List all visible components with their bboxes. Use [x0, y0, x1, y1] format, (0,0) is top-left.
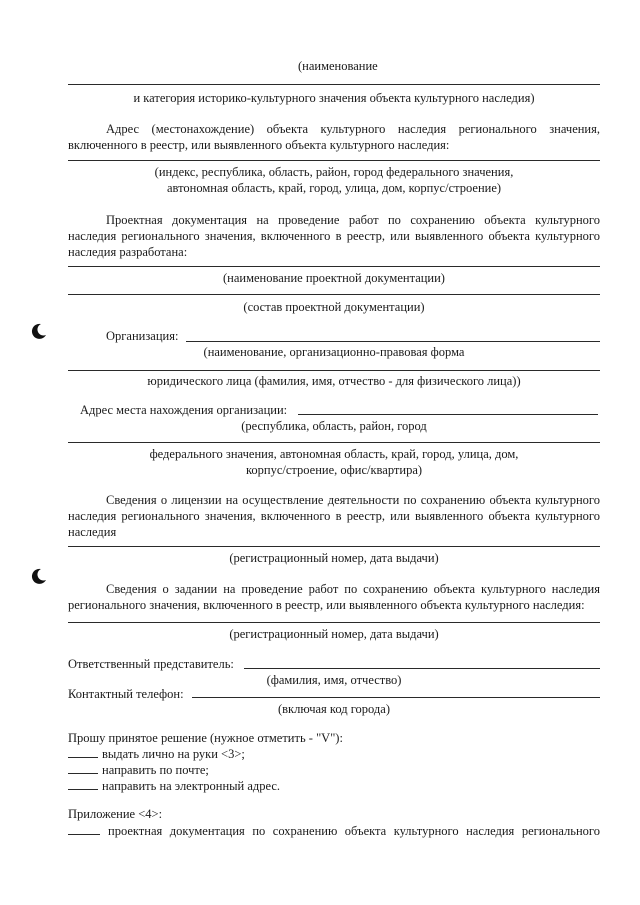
checkbox-blank[interactable] [68, 778, 98, 790]
phone-field[interactable] [192, 697, 600, 698]
punch-hole-mark [30, 322, 48, 340]
representative-field[interactable] [244, 668, 600, 669]
license-paragraph: Сведения о лицензии на осуществление деятельности по сохранению объекта культурного наследия регионального значения, включенного в реестр, или выявленного объекта культурного наследия [68, 493, 600, 539]
phone-label: Контактный телефон: [68, 687, 184, 701]
task-field[interactable] [68, 622, 600, 623]
object-address-field[interactable] [68, 160, 600, 161]
header-name-caption: (наименование [298, 59, 378, 73]
org-address-field[interactable] [298, 414, 598, 415]
representative-label: Ответственный представитель: [68, 657, 234, 671]
org-address-label: Адрес места нахождения организации: [80, 403, 288, 417]
address-paragraph: Адрес (местонахождение) объекта культурного наследия регионального значения, включенного в реестр, или выявленного объекта культурного наследия: [68, 122, 600, 152]
phone-caption: (включая код города) [277, 702, 391, 716]
address-caption-1: (индекс, республика, область, район, город федерального значения, [154, 165, 514, 179]
decision-option-email[interactable]: направить на электронный адрес. [68, 778, 280, 794]
license-field[interactable] [68, 546, 600, 547]
organization-label: Организация: [106, 329, 179, 343]
punch-hole-mark [30, 567, 48, 585]
task-paragraph: Сведения о задании на проведение работ по сохранению объекта культурного наследия регионального значения, включенного в реестр, или выявленного объекта культурного наследия: [68, 582, 600, 612]
org-address-caption-1: (республика, область, район, город [241, 419, 427, 433]
task-caption: (регистрационный номер, дата выдачи) [229, 627, 439, 641]
project-composition-field[interactable] [68, 294, 600, 295]
decision-option-in-person[interactable]: выдать лично на руки <3>; [68, 746, 245, 762]
org-address-caption-2: федерального значения, автономная область, край, город, улица, дом, [149, 447, 519, 461]
org-address-caption-3: корпус/строение, офис/квартира) [245, 463, 423, 477]
representative-caption: (фамилия, имя, отчество) [266, 673, 402, 687]
attachment-item[interactable]: проектная документация по сохранению объекта культурного наследия регионального [68, 823, 600, 839]
organization-field-2[interactable] [68, 370, 600, 371]
address-caption-2: автономная область, край, город, улица, дом, корпус/строение) [166, 181, 502, 195]
organization-caption-1: (наименование, организационно-правовая форма [203, 345, 465, 359]
organization-field[interactable] [186, 341, 600, 342]
project-name-field[interactable] [68, 266, 600, 267]
org-address-field-2[interactable] [68, 442, 600, 443]
checkbox-blank[interactable] [68, 762, 98, 774]
decision-option-mail[interactable]: направить по почте; [68, 762, 209, 778]
checkbox-blank[interactable] [68, 746, 98, 758]
attachment-label: Приложение <4>: [68, 807, 163, 821]
organization-caption-2: юридического лица (фамилия, имя, отчество - для физического лица)) [147, 374, 521, 388]
object-name-field[interactable] [68, 84, 600, 85]
project-composition-caption: (состав проектной документации) [243, 300, 425, 314]
project-name-caption: (наименование проектной документации) [223, 271, 445, 285]
decision-prompt: Прошу принятое решение (нужное отметить - "V"): [68, 731, 343, 745]
header-category-caption: и категория историко-культурного значения объекта культурного наследия) [133, 91, 535, 105]
license-caption: (регистрационный номер, дата выдачи) [229, 551, 439, 565]
checkbox-blank[interactable] [68, 823, 100, 835]
project-paragraph: Проектная документация на проведение работ по сохранению объекта культурного наследия регионального значения, включенного в реестр, или выявленного объекта культурного наследия разработана: [68, 213, 600, 259]
